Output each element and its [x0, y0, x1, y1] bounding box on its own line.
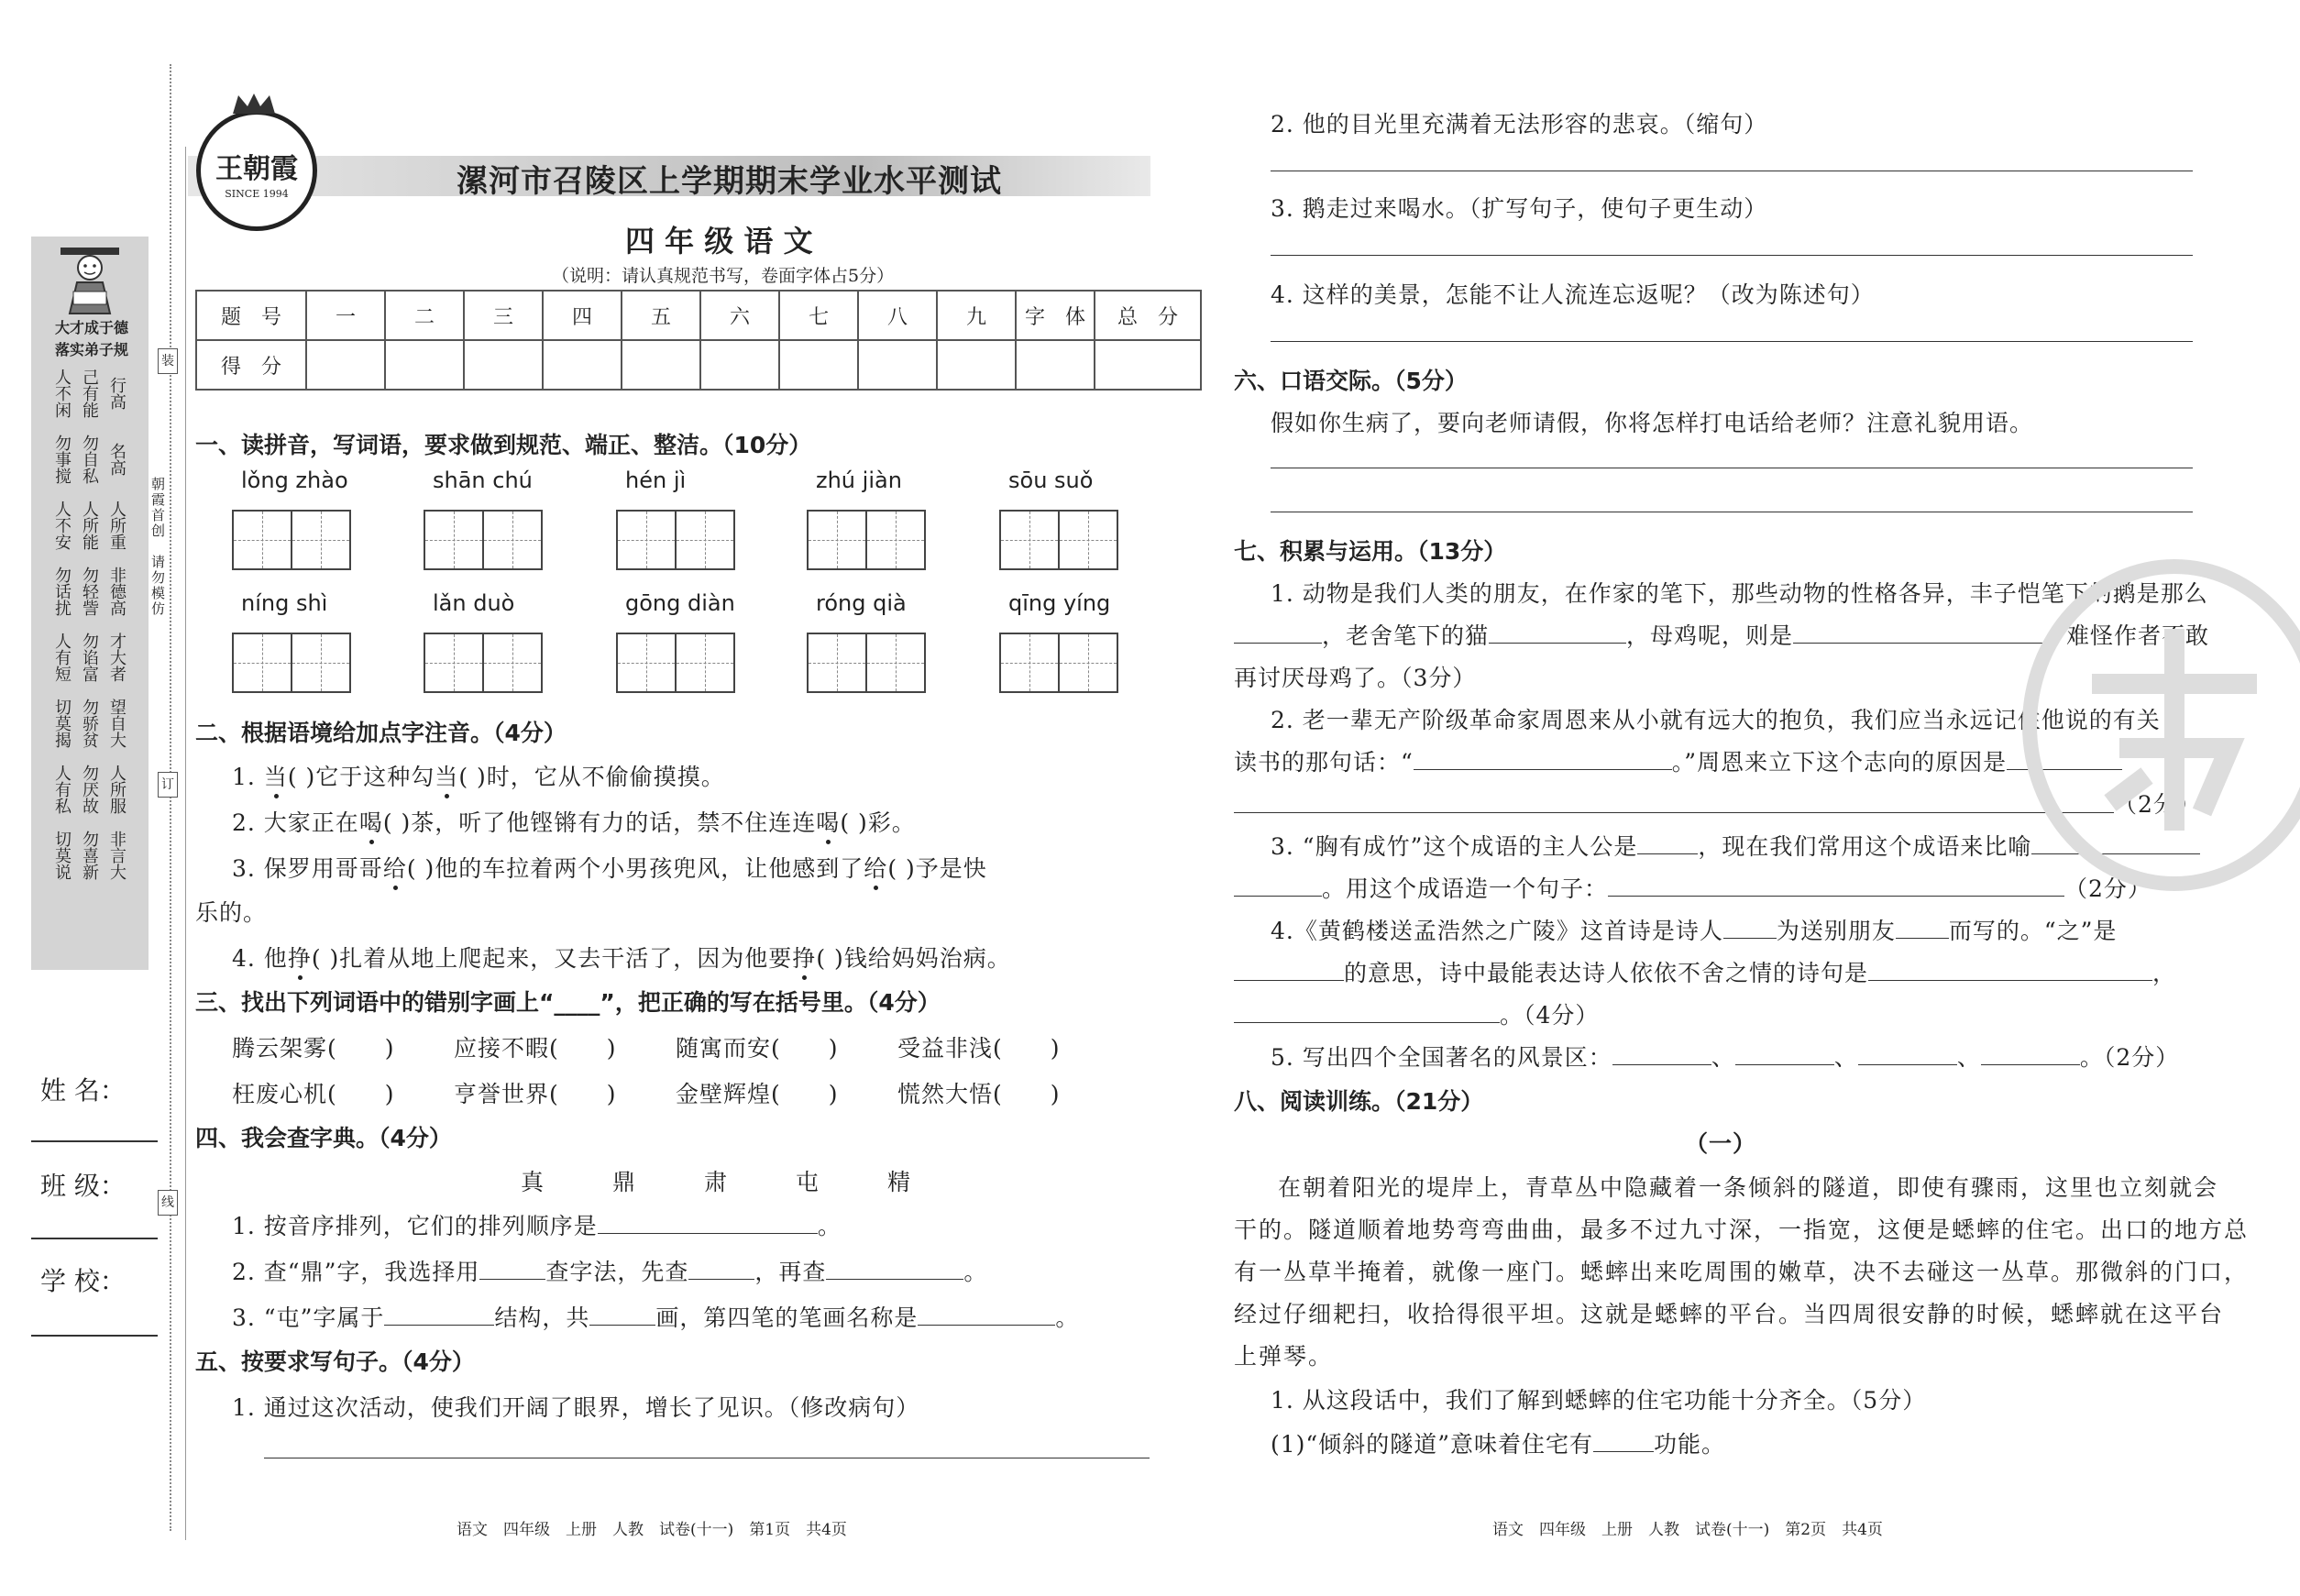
q2-line-3b: 乐的。	[195, 899, 268, 926]
maxim-column: 勿骄贫	[80, 699, 99, 748]
tian-grid[interactable]	[999, 633, 1118, 693]
grid-cell[interactable]	[1058, 634, 1117, 691]
maxim-column: 勿自私	[80, 435, 99, 484]
q5-sentence-4: 4. 这样的美景，怎能不让人流连忘返呢？（改为陈述句）	[1271, 281, 1875, 308]
seal-char-2: 订	[158, 772, 178, 798]
score-header-cell: 五	[622, 291, 700, 340]
q8-para-line-2: 干的。隧道顺着地势弯弯曲曲，最多不过九寸深，一指宽，这便是蟋蟀的住宅。出口的地方总	[1234, 1216, 2250, 1243]
score-cell[interactable]	[622, 340, 700, 390]
maxim-column: 切莫说	[52, 831, 72, 880]
score-header-cell: 四	[543, 291, 622, 340]
scholar-illustration	[53, 240, 127, 319]
answer-blank[interactable]	[1612, 1064, 1711, 1065]
q4-title: 四、我会查字典。（4分）	[195, 1125, 452, 1151]
q5-sentence-3: 3. 鹅走过来喝水。（扩写句子，使句子更生动）	[1271, 195, 1768, 222]
tian-grid[interactable]	[232, 510, 351, 570]
answer-blank[interactable]	[1723, 938, 1777, 939]
answer-blank[interactable]	[598, 1233, 818, 1234]
answer-blank[interactable]	[1858, 1064, 1957, 1065]
grid-cell[interactable]	[865, 512, 924, 568]
score-header-cell: 一	[306, 291, 385, 340]
grid-cell[interactable]	[675, 512, 733, 568]
grid-cell[interactable]	[618, 512, 675, 568]
q8-para-line-5: 上弹琴。	[1234, 1343, 1334, 1370]
answer-blank[interactable]	[1735, 1064, 1834, 1065]
answer-blank[interactable]	[1608, 896, 2064, 897]
pinyin-label: sōu suǒ	[1008, 468, 1094, 493]
q8-para-line-1: 在朝着阳光的堤岸上，青草丛中隐藏着一条倾斜的隧道，即使有骤雨，这里也立刻就会	[1278, 1174, 2219, 1201]
q7-p3-line-1: 3. “胸有成竹”这个成语的主人公是 ，现在我们常用这个成语来比喻	[1271, 829, 2200, 862]
score-header-cell: 总 分	[1095, 291, 1201, 340]
q3-title: 三、找出下列词语中的错别字画上“____”，把正确的写在括号里。（4分）	[195, 989, 941, 1016]
tian-grid[interactable]	[999, 510, 1118, 570]
score-cell[interactable]	[1016, 340, 1095, 390]
q8-question-1a: (1)“倾斜的隧道”意味着住宅有 功能。	[1271, 1431, 1725, 1458]
q3-word-7[interactable]: 金壁辉煌( )	[676, 1081, 839, 1107]
score-header-cell: 字 体	[1016, 291, 1095, 340]
sidebar-motto	[40, 317, 143, 361]
q7-title: 七、积累与运用。（13分）	[1234, 538, 1507, 565]
grid-cell[interactable]	[234, 634, 291, 691]
answer-blank[interactable]	[1414, 769, 1672, 770]
logo-text: 王朝霞	[215, 153, 298, 185]
tian-grid[interactable]	[807, 510, 926, 570]
maxim-column: 人不安	[52, 501, 72, 550]
tian-grid[interactable]	[616, 633, 735, 693]
score-cell[interactable]	[385, 340, 464, 390]
pinyin-label: gōng diàn	[625, 590, 735, 616]
maxim-column: 勿话扰	[52, 567, 72, 616]
exam-subtitle: 四 年 级 语 文	[625, 224, 813, 259]
answer-blank[interactable]	[1489, 643, 1626, 644]
score-cell[interactable]	[858, 340, 937, 390]
maxim-group	[48, 369, 132, 418]
grid-cell[interactable]	[291, 634, 349, 691]
maxim-column: 切莫揭	[52, 699, 72, 748]
q7-p5: 5. 写出四个全国著名的风景区： 、 、 、 。（2分）	[1271, 1044, 2180, 1071]
score-header-cell: 二	[385, 291, 464, 340]
dotted-char: 给	[382, 855, 407, 882]
q3-word-5[interactable]: 枉废心机( )	[232, 1081, 395, 1107]
answer-blank[interactable]	[1868, 980, 2152, 981]
answer-blank[interactable]	[688, 1279, 754, 1280]
maxim-column: 望自大	[107, 699, 127, 748]
score-cell[interactable]	[779, 340, 858, 390]
pinyin-label: zhú jiàn	[816, 468, 902, 493]
grid-cell[interactable]	[809, 512, 865, 568]
maxim-column: 人所重	[107, 501, 127, 550]
logo	[196, 110, 317, 231]
answer-blank[interactable]	[1593, 1451, 1654, 1452]
grid-cell[interactable]	[425, 512, 482, 568]
maxim-column: 勿厌故	[80, 765, 99, 814]
pinyin-label: shān chú	[433, 468, 533, 493]
logo-subtext: SINCE 1994	[225, 188, 289, 200]
score-cell[interactable]	[464, 340, 543, 390]
footer-left: 语文 四年级 上册 人教 试卷(十一) 第1页 共4页	[457, 1521, 847, 1539]
answer-blank[interactable]	[384, 1325, 494, 1326]
seal-char-3: 线	[158, 1190, 178, 1216]
score-header-cell: 九	[937, 291, 1016, 340]
q7-p2-line-2: 读书的那句话：“ 。”周恩来立下这个志向的原因是	[1234, 744, 2122, 777]
maxim-column: 名高	[107, 443, 127, 476]
q5-answer-line-3[interactable]	[1271, 255, 2193, 256]
score-header-cell: 三	[464, 291, 543, 340]
score-cell[interactable]	[543, 340, 622, 390]
q8-subtitle: （一）	[1685, 1130, 1757, 1157]
maxim-column: 行高	[107, 377, 127, 410]
q8-question-1: 1. 从这段话中，我们了解到蟋蟀的住宅功能十分齐全。（5分）	[1271, 1387, 1927, 1414]
grid-cell[interactable]	[675, 634, 733, 691]
q5-sentence-2: 2. 他的目光里充满着无法形容的悲哀。（缩句）	[1271, 111, 1768, 138]
grid-cell[interactable]	[809, 634, 865, 691]
q2-line-1: 1. 当( )它于这种勾当( )时，它从不偷偷摸摸。	[232, 764, 725, 790]
grid-cell[interactable]	[618, 634, 675, 691]
q8-title: 八、阅读训练。（21分）	[1234, 1088, 1484, 1115]
answer-blank[interactable]	[1637, 853, 1698, 854]
tian-grid[interactable]	[807, 633, 926, 693]
maxim-column: 人有短	[52, 633, 72, 682]
sidebar-vertical-note: 朝霞首创 请勿模仿	[149, 477, 166, 617]
q1-title: 一、读拼音，写词语，要求做到规范、端正、整洁。（10分）	[195, 432, 812, 458]
score-header-cell: 八	[858, 291, 937, 340]
score-table	[195, 290, 1202, 391]
sidebar-maxims	[48, 369, 132, 897]
q2-line-3: 3. 保罗用哥哥给( )他的车拉着两个小男孩兜风，让他感到了给( )予是快	[232, 855, 987, 882]
answer-blank[interactable]	[1234, 980, 1344, 981]
q2-line-2: 2. 大家正在喝( )茶，听了他铿锵有力的话，禁不住连连喝( )彩。	[232, 809, 916, 836]
maxim-column: 人所服	[107, 765, 127, 814]
q4-char-3: 肃	[704, 1169, 729, 1195]
grid-cell[interactable]	[482, 512, 541, 568]
maxim-column: 非德高	[107, 567, 127, 616]
q2-title: 二、根据语境给加点字注音。（4分）	[195, 720, 567, 746]
score-header-cell: 六	[700, 291, 779, 340]
grid-cell[interactable]	[1001, 634, 1058, 691]
maxim-column: 勿喜新	[80, 831, 99, 880]
left-border-line	[185, 147, 186, 1540]
grid-cell[interactable]	[1001, 512, 1058, 568]
grid-cell[interactable]	[1058, 512, 1117, 568]
answer-blank[interactable]	[1234, 1022, 1500, 1023]
maxim-column: 人有私	[52, 765, 72, 814]
answer-blank[interactable]	[1234, 896, 1322, 897]
answer-blank[interactable]	[1981, 1064, 2080, 1065]
q5-title: 五、按要求写句子。（4分）	[195, 1348, 475, 1375]
q5-sentence-1: 1. 通过这次活动，使我们开阔了眼界，增长了见识。（修改病句）	[232, 1394, 920, 1421]
exam-title: 漯河市召陵区上学期期末学业水平测试	[457, 163, 1002, 200]
maxim-column: 勿轻訾	[80, 567, 99, 616]
answer-blank[interactable]	[1896, 938, 1949, 939]
pinyin-label: hén jì	[625, 468, 687, 493]
q7-p4-line-1: 4.《黄鹤楼送孟浩然之广陵》这首诗是诗人 为送别朋友 而写的。“之”是	[1271, 918, 2118, 944]
maxim-group	[48, 699, 132, 748]
pinyin-label: qīng yíng	[1008, 590, 1111, 616]
q8-para-line-4: 经过仔细耙扫，收拾得很平坦。这就是蟋蟀的平台。当四周很安静的时候，蟋蟀就在这平台	[1234, 1301, 2225, 1327]
binding-dotted-line	[170, 64, 171, 1531]
logo-crown-icon	[231, 92, 277, 119]
maxim-column: 非言大	[107, 831, 127, 880]
q7-p2-score: （2分）	[2114, 791, 2201, 818]
q7-p2-line-1: 2. 老一辈无产阶级革命家周恩来从小就有远大的抱负，我们应当永远记住他说的有关	[1271, 707, 2161, 733]
grid-cell[interactable]	[234, 512, 291, 568]
maxim-group	[48, 435, 132, 484]
maxim-column: 人不闲	[52, 369, 72, 418]
q7-p3-line-2: 。用这个成语造一个句子： （2分）	[1234, 871, 2151, 904]
q4-char-1: 真	[521, 1169, 545, 1195]
tian-grid[interactable]	[616, 510, 735, 570]
q3-word-8[interactable]: 慌然大悟( )	[897, 1081, 1061, 1107]
q4-char-2: 鼎	[612, 1169, 637, 1195]
dotted-char: 挣	[287, 945, 312, 972]
name-field[interactable]	[31, 1140, 158, 1142]
pinyin-label: lǎn duò	[433, 590, 515, 616]
maxim-column: 人所能	[80, 501, 99, 550]
pinyin-label: róng qià	[816, 590, 907, 616]
tian-grid[interactable]	[424, 633, 543, 693]
class-field[interactable]	[31, 1238, 158, 1239]
grid-cell[interactable]	[425, 634, 482, 691]
pinyin-label: lǒng zhào	[241, 468, 348, 493]
grid-cell[interactable]	[865, 634, 924, 691]
answer-blank[interactable]	[589, 1325, 655, 1326]
q4-line-3: 3. “屯”字属于 结构，共 画，第四笔的笔画名称是 。	[232, 1304, 1080, 1331]
q4-line-1: 1. 按音序排列，它们的排列顺序是 。	[232, 1213, 842, 1239]
pinyin-label: níng shì	[241, 590, 328, 616]
exam-note: （说明：请认真规范书写，卷面字体占5分）	[552, 266, 895, 286]
seal-char-1: 装	[158, 348, 178, 374]
q6-title: 六、口语交际。（5分）	[1234, 368, 1468, 394]
score-cell[interactable]	[937, 340, 1016, 390]
school-label: 学 校：	[40, 1266, 126, 1296]
dotted-char: 给	[864, 855, 888, 882]
maxim-group	[48, 765, 132, 814]
score-cell[interactable]	[700, 340, 779, 390]
answer-blank[interactable]	[479, 1279, 545, 1280]
q7-p1-line-1: 1. 动物是我们人类的朋友，在作家的笔下，那些动物的性格各异，丰子恺笔下的鹅是那么	[1271, 580, 2208, 607]
grid-cell[interactable]	[291, 512, 349, 568]
q7-p4-line-3: 。（4分）	[1234, 997, 1599, 1030]
maxim-column: 才大者	[107, 633, 127, 682]
school-field[interactable]	[31, 1335, 158, 1337]
motto-line-1: 大才成于德	[54, 319, 128, 336]
q4-char-5: 精	[887, 1169, 912, 1195]
q6-text: 假如你生病了，要向老师请假，你将怎样打电话给老师？注意礼貌用语。	[1271, 410, 2034, 436]
name-label: 姓 名：	[40, 1075, 126, 1106]
answer-blank[interactable]	[1793, 643, 2042, 644]
maxim-column: 己有能	[80, 369, 99, 418]
dotted-char: 喝	[358, 809, 383, 836]
motto-line-2: 落实弟子规	[54, 341, 128, 358]
dotted-char: 挣	[792, 945, 817, 972]
q5-answer-line-4[interactable]	[1271, 341, 2193, 342]
answer-blank[interactable]	[826, 1279, 963, 1280]
dotted-char: 喝	[816, 809, 841, 836]
q3-word-6[interactable]: 亨誉世界( )	[454, 1081, 617, 1107]
score-header-label: 题 号	[196, 291, 306, 340]
q7-p2-answer-line[interactable]	[1234, 812, 2114, 813]
q8-para-line-3: 有一丛草半掩着，就像一座门。蟋蟀出来吃周围的嫩草，决不去碰这一丛草。那微斜的门口，	[1234, 1259, 2250, 1285]
q7-p1-line-2: ，老舍笔下的猫 ，母鸡呢，则是 ，难怪作者不敢	[1234, 618, 2209, 651]
dotted-char: 当	[263, 764, 288, 790]
score-row-label: 得 分	[196, 340, 306, 390]
maxim-column: 勿事搅	[52, 435, 72, 484]
q4-char-4: 屯	[796, 1169, 820, 1195]
answer-blank[interactable]	[918, 1325, 1055, 1326]
score-cell[interactable]	[306, 340, 385, 390]
q2-line-4: 4. 他挣( )扎着从地上爬起来，又去干活了，因为他要挣( )钱给妈妈治病。	[232, 945, 1011, 972]
score-cell[interactable]	[1095, 340, 1201, 390]
class-label: 班 级：	[40, 1171, 126, 1201]
q3-word-1[interactable]: 腾云架雾( )	[232, 1035, 395, 1062]
answer-blank[interactable]	[1234, 643, 1322, 644]
tian-grid[interactable]	[232, 633, 351, 693]
q3-word-4[interactable]: 受益非浅( )	[897, 1035, 1061, 1062]
maxim-group	[48, 633, 132, 682]
grid-cell[interactable]	[482, 634, 541, 691]
maxim-group	[48, 831, 132, 880]
q4-line-2: 2. 查“鼎”字，我选择用 查字法，先查 ，再查 。	[232, 1259, 988, 1285]
dotted-char: 当	[435, 764, 459, 790]
maxim-group	[48, 501, 132, 550]
q3-word-3[interactable]: 随寓而安( )	[676, 1035, 839, 1062]
q7-p1-line-3: 再讨厌母鸡了。（3分）	[1234, 665, 1477, 691]
footer-right: 语文 四年级 上册 人教 试卷(十一) 第2页 共4页	[1492, 1521, 1883, 1539]
score-header-cell: 七	[779, 291, 858, 340]
q3-word-2[interactable]: 应接不暇( )	[454, 1035, 617, 1062]
tian-grid[interactable]	[424, 510, 543, 570]
maxim-column: 勿谄富	[80, 633, 99, 682]
maxim-group	[48, 567, 132, 616]
q7-p4-line-2: 的意思，诗中最能表达诗人依依不舍之情的诗句是 ，	[1234, 955, 2176, 988]
